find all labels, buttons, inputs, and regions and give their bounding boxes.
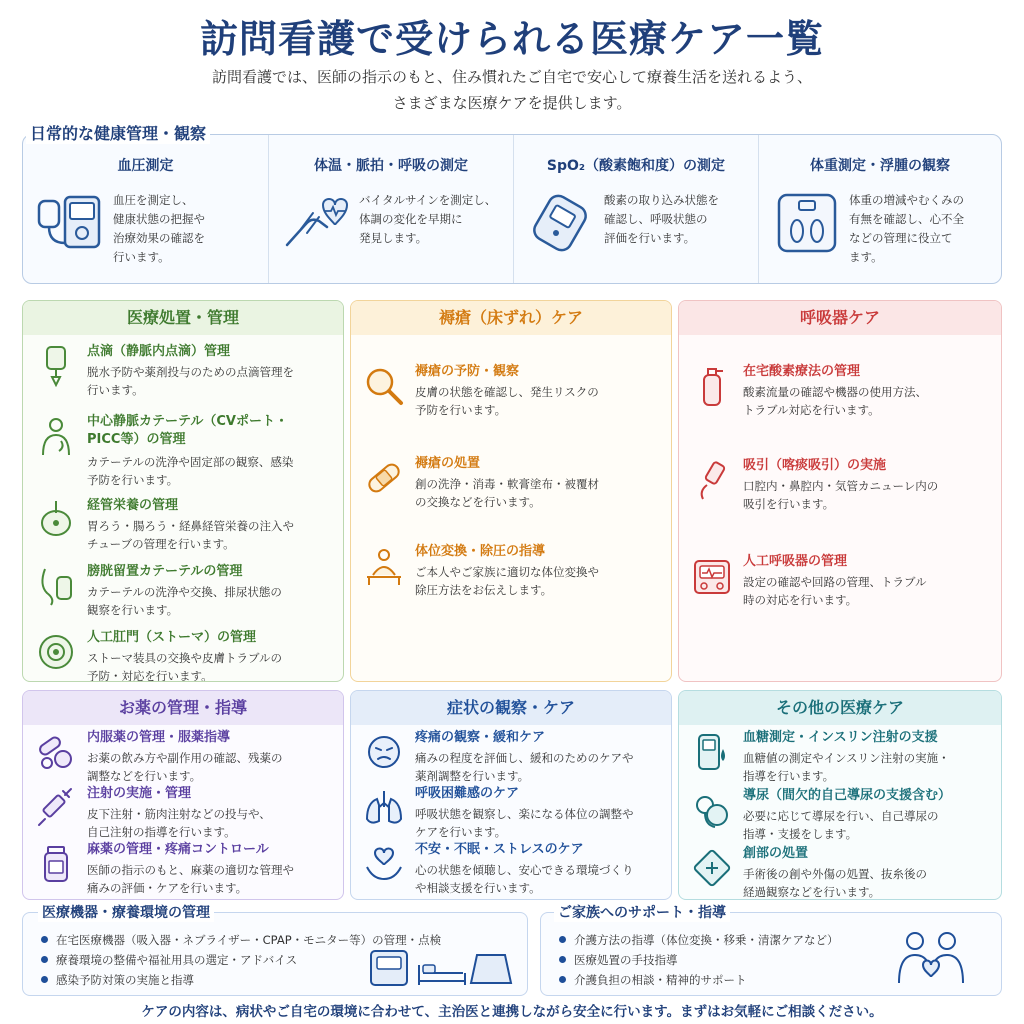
treatment-panel: 医療処置・管理 点滴（静脈内点滴）管理 脱水予防や薬剤投与のための点滴管理を 行います。 中心静脈カテーテル（CVポート・ PICC等）の管理 カテーテルの洗浄や固定部の観察、感染 予防を行います。 経管栄養の管理 胃ろう・腸ろう・経鼻経管栄養の注入や チューブの管理を行います。 膀胱留置カテーテルの管理 カテーテルの洗浄や交換、排尿状態の 観察を行います。 人工肛門（ストーマ）の管理 ストーマ装具の交換や皮膚トラブルの 予防・対応を行います。 xyxy=(22,300,344,682)
equipment-bullet: 在宅医療機器（吸入器・ネブライザー・CPAP・モニター等）の管理・点検 xyxy=(41,931,441,949)
page-subtitle: 訪問看護では、医師の指示のもと、住み慣れたご自宅で安心して療養生活を送れるよう、 さまざまな医療ケアを提供します。 xyxy=(211,68,812,112)
footer-note: ケアの内容は、病状やご自宅の環境に合わせて、主治医と連携しながら安全に行います。まずはお気軽にご相談ください。 xyxy=(141,1004,883,1020)
central-venous-catheter-icon xyxy=(35,415,77,457)
vital-signs-hand-icon xyxy=(281,187,351,257)
urinary-catheter-icon xyxy=(35,565,77,607)
daily-item-vitals: 体温・脈拍・呼吸の測定 バイタルサインを測定し、 体調の変化を早期に 発見します。 xyxy=(268,135,513,283)
daily-item-blood-pressure: 血圧測定 血圧を測定し、 健康状態の把握や 治療効果の確認を 行います。 xyxy=(23,135,268,283)
equipment-illustration-icon xyxy=(367,943,517,991)
equipment-bullet: 療養環境の整備や福祉用具の選定・アドバイス xyxy=(41,951,297,969)
treatment-panel-title: 医療処置・管理 xyxy=(23,301,343,335)
equipment-panel xyxy=(22,912,528,996)
equipment-bullet: 感染予防対策の実施と指導 xyxy=(41,971,194,989)
family-support-panel xyxy=(540,912,1002,996)
stoma-icon xyxy=(35,631,77,673)
suction-icon xyxy=(691,459,733,501)
repositioning-icon xyxy=(363,545,405,587)
respiratory-panel-title: 呼吸器ケア xyxy=(679,301,1001,335)
catheter-coil-icon xyxy=(691,789,733,831)
hands-heart-icon xyxy=(363,843,405,885)
other-care-panel-title: その他の医療ケア xyxy=(679,691,1001,725)
pain-face-icon xyxy=(363,731,405,773)
glucose-meter-icon xyxy=(691,731,733,773)
iv-drip-icon xyxy=(35,345,77,387)
family-support-label: ご家族へのサポート・指導 xyxy=(554,902,730,922)
symptoms-panel-title: 症状の観察・ケア xyxy=(351,691,671,725)
family-bullet: 医療処置の手技指導 xyxy=(559,951,678,969)
symptoms-panel: 症状の観察・ケア 疼痛の観察・緩和ケア 痛みの程度を評価し、緩和のためのケアや 薬剤調整を行います。 呼吸困難感のケア 呼吸状態を観察し、楽になる体位の調整や ケアを行います。 不安・不眠・ストレスのケア 心の状態を傾聴し、安心できる環境づくり や相談支援を行います。 xyxy=(350,690,672,900)
medicine-panel: お薬の管理・指導 内服薬の管理・服薬指導 お薬の飲み方や副作用の確認、残薬の 調整などを行います。 注射の実施・管理 皮下注射・筋肉注射などの投与や、 自己注射の指導を行います。 麻薬の管理・疼痛コントロール 医師の指示のもと、麻薬の適切な管理や 痛みの評価・ケアを行います。 xyxy=(22,690,344,900)
daily-care-label: 日常的な健康管理・観察 xyxy=(26,121,210,144)
daily-care-panel xyxy=(22,134,1002,284)
wound-care-icon xyxy=(691,847,733,889)
pressure-ulcer-panel-title: 褥瘡（床ずれ）ケア xyxy=(351,301,671,335)
pills-icon xyxy=(35,731,77,773)
medicine-bottle-icon xyxy=(35,843,77,885)
syringe-icon xyxy=(35,787,77,829)
oxygen-cylinder-icon xyxy=(691,365,733,407)
equipment-label: 医療機器・療養環境の管理 xyxy=(38,902,214,922)
other-care-panel: その他の医療ケア 血糖測定・インスリン注射の支援 血糖値の測定やインスリン注射の実施・ 指導を行います。 導尿（間欠的自己導尿の支援含む） 必要に応じて導尿を行い、自己導尿の 指導・支援をします。 創部の処置 手術後の創や外傷の処置、抜糸後の 経過観察などを行います。 xyxy=(678,690,1002,900)
family-bullet: 介護方法の指導（体位変換・移乗・清潔ケアなど） xyxy=(559,931,839,949)
page-title: 訪問看護で受けられる医療ケア一覧 xyxy=(199,17,824,61)
lungs-icon xyxy=(363,787,405,829)
pressure-ulcer-panel: 褥瘡（床ずれ）ケア 褥瘡の予防・観察 皮膚の状態を確認し、発生リスクの 予防を行います。 褥瘡の処置 創の洗浄・消毒・軟膏塗布・被覆材 の交換などを行います。 体位変換・除圧の指導 ご本人やご家族に適切な体位変換や 除圧方法をお伝えします。 xyxy=(350,300,672,682)
medicine-panel-title: お薬の管理・指導 xyxy=(23,691,343,725)
daily-item-spo2: SpO₂（酸素飽和度）の測定 酸素の取り込み状態を 確認し、呼吸状態の 評価を行います。 xyxy=(513,135,758,283)
magnifier-icon xyxy=(363,365,405,407)
tube-feeding-icon xyxy=(35,499,77,541)
family-support-icon xyxy=(891,923,971,987)
daily-item-weight: 体重測定・浮腫の観察 体重の増減やむくみの 有無を確認し、心不全 などの管理に役立て ます。 xyxy=(758,135,1001,283)
bandage-icon xyxy=(363,457,405,499)
blood-pressure-monitor-icon xyxy=(35,187,105,257)
weight-scale-icon xyxy=(771,187,841,257)
ventilator-icon xyxy=(691,555,733,597)
pulse-oximeter-icon xyxy=(526,187,596,257)
family-bullet: 介護負担の相談・精神的サポート xyxy=(559,971,747,989)
respiratory-panel: 呼吸器ケア 在宅酸素療法の管理 酸素流量の確認や機器の使用方法、 トラブル対応を行います。 吸引（喀痰吸引）の実施 口腔内・鼻腔内・気管カニューレ内の 吸引を行います。 人工呼吸器の管理 設定の確認や回路の管理、トラブル 時の対応を行います。 xyxy=(678,300,1002,682)
